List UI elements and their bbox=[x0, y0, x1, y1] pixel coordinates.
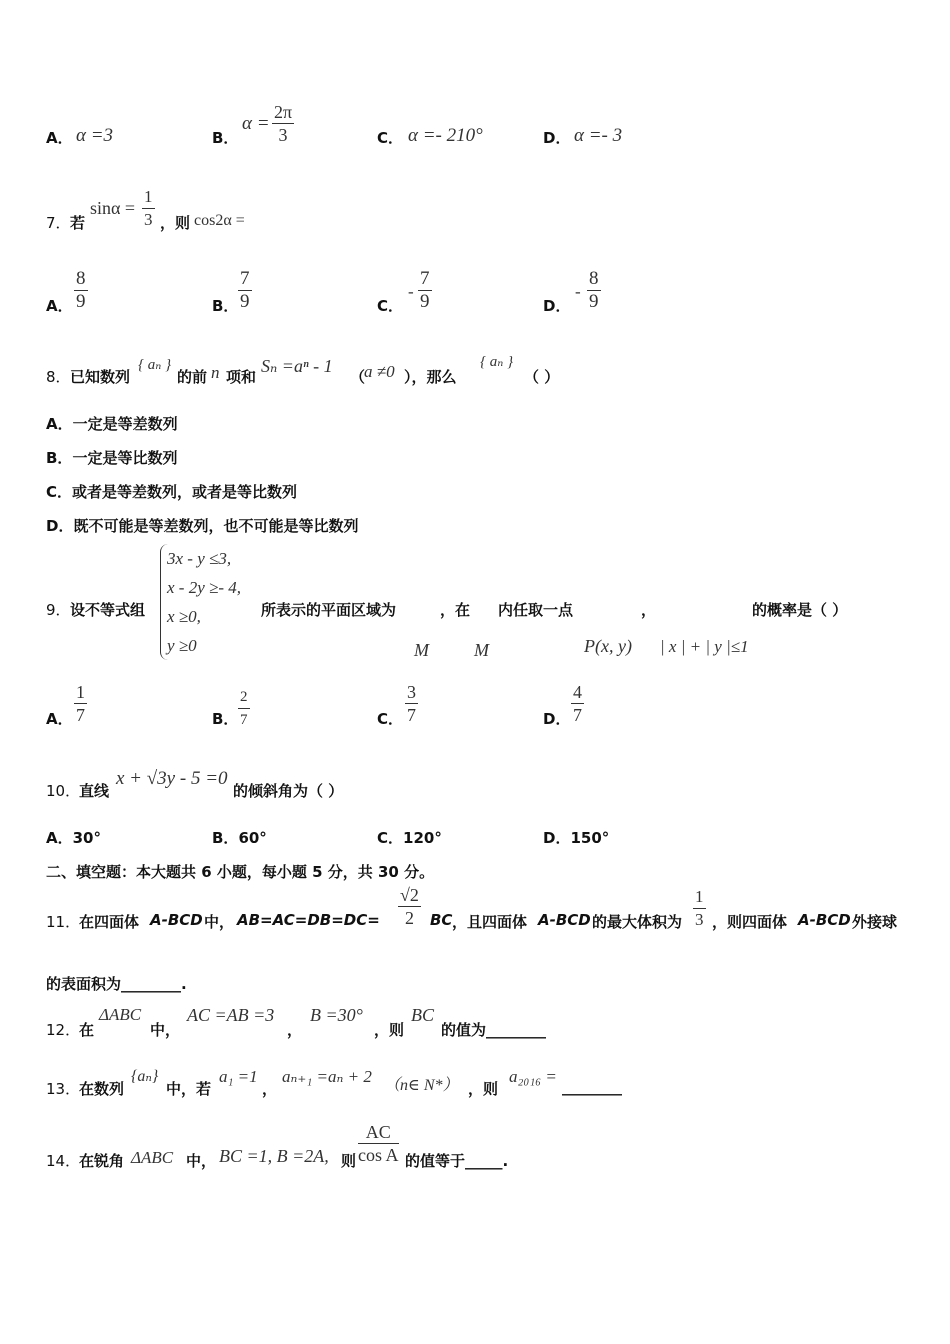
q7-sin-expr: sinα = bbox=[90, 198, 136, 218]
q9-option-d-fraction bbox=[571, 681, 584, 726]
q7-option-a-fraction bbox=[74, 268, 88, 313]
q9-number: 9． bbox=[46, 601, 71, 619]
q10-option-d bbox=[543, 827, 609, 848]
q12-eq-2: B =30° bbox=[310, 1005, 363, 1025]
q9-abs-condition: | x | + | y |≤1 bbox=[660, 637, 749, 656]
q7-option-c-den: 9 bbox=[420, 291, 430, 312]
q9-m1: M bbox=[414, 640, 429, 660]
q9-option-c-den: 7 bbox=[407, 705, 416, 725]
q11-text-1: 在四面体 bbox=[79, 913, 140, 931]
q7-option-c-fraction bbox=[418, 268, 432, 313]
q6-option-c-expr: α =- 210° bbox=[408, 125, 483, 146]
q10-option-b-text: 60° bbox=[238, 829, 267, 847]
q11-tetra-3: A-BCD bbox=[798, 911, 851, 929]
q11-bc: BC bbox=[430, 911, 453, 929]
q13-text-2: 中，若 bbox=[166, 1080, 212, 1098]
q9-option-a-num: 1 bbox=[76, 682, 85, 702]
q9-option-b-label: B． bbox=[212, 710, 239, 728]
q8-option-c bbox=[46, 481, 297, 502]
q12-text-3: ，则 bbox=[374, 1021, 405, 1039]
q8-option-c-text: 或者是等差数列，或者是等比数列 bbox=[72, 483, 298, 501]
q14-text-3: 则 bbox=[341, 1152, 357, 1170]
q7-option-b-label: B． bbox=[212, 297, 239, 315]
q6-option-b-num: 2π bbox=[274, 102, 293, 122]
q12-text-4: 的值为________ bbox=[441, 1021, 547, 1039]
q7-option-c-label: C． bbox=[377, 297, 404, 315]
q7-frac-den: 3 bbox=[144, 210, 153, 229]
q13-blank[interactable]: ________ bbox=[562, 1078, 622, 1096]
q12-bc: BC bbox=[411, 1005, 435, 1025]
q13-seq: {aₙ} bbox=[131, 1068, 159, 1085]
q8-option-a-text: 一定是等差数列 bbox=[72, 415, 178, 433]
q8-cond-open: （ bbox=[350, 368, 366, 386]
q9-text-1: 设不等式组 bbox=[70, 601, 146, 619]
q8-cond-expr: a ≠0 bbox=[364, 362, 395, 381]
q8-seq: { aₙ } bbox=[138, 357, 172, 373]
q14-equation: BC =1, B =2A, bbox=[219, 1146, 329, 1166]
q10-option-d-text: 150° bbox=[570, 829, 610, 847]
q7-option-d-fraction bbox=[587, 268, 601, 313]
q7-option-d-den: 9 bbox=[589, 291, 599, 312]
q12-text-1: 在 bbox=[79, 1021, 95, 1039]
q11-text-2: 中， bbox=[204, 913, 235, 931]
q9-option-d-label: D． bbox=[543, 710, 571, 728]
q9-option-c-num: 3 bbox=[407, 682, 416, 702]
q13-eq-3: a₂₀₁₆ = bbox=[509, 1067, 557, 1086]
q14-text-1: 在锐角 bbox=[79, 1152, 125, 1170]
q6-option-a-expr: α =3 bbox=[76, 125, 114, 146]
q13-number: 13． bbox=[46, 1080, 81, 1098]
q10-option-b bbox=[212, 827, 267, 848]
q12-triangle: ΔABC bbox=[99, 1005, 142, 1024]
q8-n: n bbox=[211, 363, 220, 382]
q10-option-c-label: C． bbox=[377, 829, 404, 847]
q11-tetra-1: A-BCD bbox=[150, 911, 203, 929]
q11-text-3: ，且四面体 bbox=[452, 913, 528, 931]
q7-option-c-num: 7 bbox=[420, 268, 430, 289]
q14-text-4: 的值等于_____. bbox=[405, 1152, 509, 1170]
q8-option-b-text: 一定是等比数列 bbox=[72, 449, 178, 467]
q7-number: 7． bbox=[46, 214, 71, 232]
q13-text-3: ，则 bbox=[468, 1080, 499, 1098]
q8-option-d bbox=[46, 515, 358, 536]
q10-number: 10． bbox=[46, 782, 81, 800]
q13-eq-1: a₁ =1 bbox=[219, 1067, 258, 1086]
q10-option-c bbox=[377, 827, 442, 848]
q9-option-a-label: A． bbox=[46, 710, 73, 728]
q11-frac-den: 2 bbox=[404, 908, 414, 928]
q14-number: 14． bbox=[46, 1152, 81, 1170]
section-heading-fill-in: 二、填空题：本大题共 6 小题，每小题 5 分，共 30 分。 bbox=[46, 863, 435, 881]
q13-comma: ， bbox=[262, 1080, 278, 1098]
q11-vol-num: 1 bbox=[693, 886, 706, 909]
q6-option-d-expr: α =- 3 bbox=[574, 125, 623, 146]
q9-m2: M bbox=[474, 640, 489, 660]
q11-text-5: ，则四面体 bbox=[712, 913, 788, 931]
q10-line-expr: x + √3y - 5 =0 bbox=[116, 768, 228, 789]
q7-cos-expr: cos2α = bbox=[194, 212, 245, 229]
q6-option-b-den: 3 bbox=[278, 125, 288, 145]
q14-fraction bbox=[358, 1121, 399, 1166]
q12-eq-1: AC =AB =3 bbox=[187, 1005, 275, 1025]
q7-option-d-sign: - bbox=[575, 282, 581, 301]
q7-option-b-num: 7 bbox=[240, 268, 250, 289]
q7-text-2: ，则 bbox=[160, 214, 191, 232]
q11-line-2: 的表面积为________. bbox=[46, 975, 187, 993]
q9-option-c-fraction bbox=[405, 681, 418, 726]
q9-text-6: 的概率是（ ） bbox=[752, 601, 848, 619]
q9-ineq-3: x ≥0, bbox=[167, 607, 201, 626]
q10-option-a-text: 30° bbox=[72, 829, 101, 847]
q14-text-2: 中， bbox=[186, 1152, 217, 1170]
q9-ineq-4: y ≥0 bbox=[167, 636, 197, 655]
q11-vol-den: 3 bbox=[695, 910, 704, 929]
q9-point-p: P(x, y) bbox=[584, 636, 632, 656]
q9-ineq-2: x - 2y ≥- 4, bbox=[167, 578, 241, 597]
q9-option-a-den: 7 bbox=[76, 705, 85, 725]
q8-text-2: 的前 bbox=[177, 368, 208, 386]
q7-option-a-num: 8 bbox=[76, 268, 86, 289]
q6-option-c-label: C． bbox=[377, 129, 404, 147]
q8-option-b bbox=[46, 447, 177, 468]
q9-option-b-fraction bbox=[238, 686, 250, 731]
q11-number: 11． bbox=[46, 913, 81, 931]
q8-sn-expr: Sₙ =aⁿ - 1 bbox=[261, 356, 333, 376]
q10-text-2: 的倾斜角为（ ） bbox=[233, 782, 344, 800]
q6-option-d-label: D． bbox=[543, 129, 571, 147]
q12-comma: ， bbox=[287, 1021, 303, 1039]
q9-option-b-num: 2 bbox=[238, 686, 250, 709]
q11-frac-num: √2 bbox=[400, 885, 419, 905]
q13-condition: （n∈ N*） bbox=[384, 1077, 459, 1094]
q7-option-a-label: A． bbox=[46, 297, 73, 315]
q9-text-3: ，在 bbox=[440, 601, 471, 619]
q11-text-6: 外接球 bbox=[852, 913, 898, 931]
q7-option-b-fraction bbox=[238, 268, 252, 313]
q12-text-2: 中， bbox=[150, 1021, 181, 1039]
q9-option-d-den: 7 bbox=[573, 705, 582, 725]
q8-paren: （ ） bbox=[524, 368, 560, 386]
q9-option-b-den: 7 bbox=[240, 712, 248, 728]
q8-option-a-label: A． bbox=[46, 415, 73, 433]
q10-option-a bbox=[46, 827, 101, 848]
q11-tetra-2: A-BCD bbox=[538, 911, 591, 929]
q11-fraction bbox=[398, 884, 421, 929]
q6-option-b-label: B． bbox=[212, 129, 239, 147]
q8-option-d-text: 既不可能是等差数列，也不可能是等比数列 bbox=[73, 517, 359, 535]
q9-ineq-1: 3x - y ≤3, bbox=[167, 549, 232, 568]
q9-text-2: 所表示的平面区域为 bbox=[261, 601, 397, 619]
q10-option-a-label: A． bbox=[46, 829, 73, 847]
q9-option-a-fraction bbox=[74, 681, 87, 726]
q8-option-a bbox=[46, 413, 178, 434]
q14-frac-num: AC bbox=[358, 1121, 399, 1144]
q11-equality: AB=AC=DB=DC= bbox=[237, 911, 380, 929]
q7-option-b-den: 9 bbox=[240, 291, 250, 312]
q9-inequality-system bbox=[160, 544, 271, 660]
q7-fraction bbox=[142, 186, 155, 231]
q10-text-1: 直线 bbox=[79, 782, 110, 800]
q8-text-1: 已知数列 bbox=[70, 368, 131, 386]
q9-option-d-num: 4 bbox=[573, 682, 582, 702]
q8-seq2: { aₙ } bbox=[480, 354, 514, 370]
q7-option-d-num: 8 bbox=[589, 268, 599, 289]
q13-eq-2: aₙ₊₁ =aₙ + 2 bbox=[282, 1067, 372, 1086]
q8-text-3: 项和 bbox=[226, 368, 257, 386]
q7-frac-num: 1 bbox=[142, 186, 155, 209]
q8-option-d-label: D． bbox=[46, 517, 74, 535]
q6-option-a-label: A． bbox=[46, 129, 73, 147]
q9-option-c-label: C． bbox=[377, 710, 404, 728]
q13-text-1: 在数列 bbox=[79, 1080, 125, 1098]
q8-option-c-label: C． bbox=[46, 483, 73, 501]
q6-option-b-fraction bbox=[272, 101, 294, 146]
q8-number: 8． bbox=[46, 368, 71, 386]
q14-frac-den: cos A bbox=[358, 1145, 399, 1165]
q7-option-a-den: 9 bbox=[76, 291, 86, 312]
q7-text-1: 若 bbox=[70, 214, 86, 232]
q6-option-b-expr: α = bbox=[242, 113, 270, 134]
q10-option-d-label: D． bbox=[543, 829, 571, 847]
q9-text-5: ， bbox=[641, 601, 657, 619]
q10-option-b-label: B． bbox=[212, 829, 239, 847]
q11-text-4: 的最大体积为 bbox=[592, 913, 683, 931]
q12-number: 12． bbox=[46, 1021, 81, 1039]
q14-triangle: ΔABC bbox=[131, 1148, 174, 1167]
q8-cond-end: ），那么 bbox=[404, 368, 457, 386]
q11-volume-fraction bbox=[693, 886, 706, 931]
q8-option-b-label: B． bbox=[46, 449, 73, 467]
q7-option-c-sign: - bbox=[408, 282, 414, 301]
q7-option-d-label: D． bbox=[543, 297, 571, 315]
q10-option-c-text: 120° bbox=[403, 829, 442, 847]
q9-text-4: 内任取一点 bbox=[498, 601, 574, 619]
